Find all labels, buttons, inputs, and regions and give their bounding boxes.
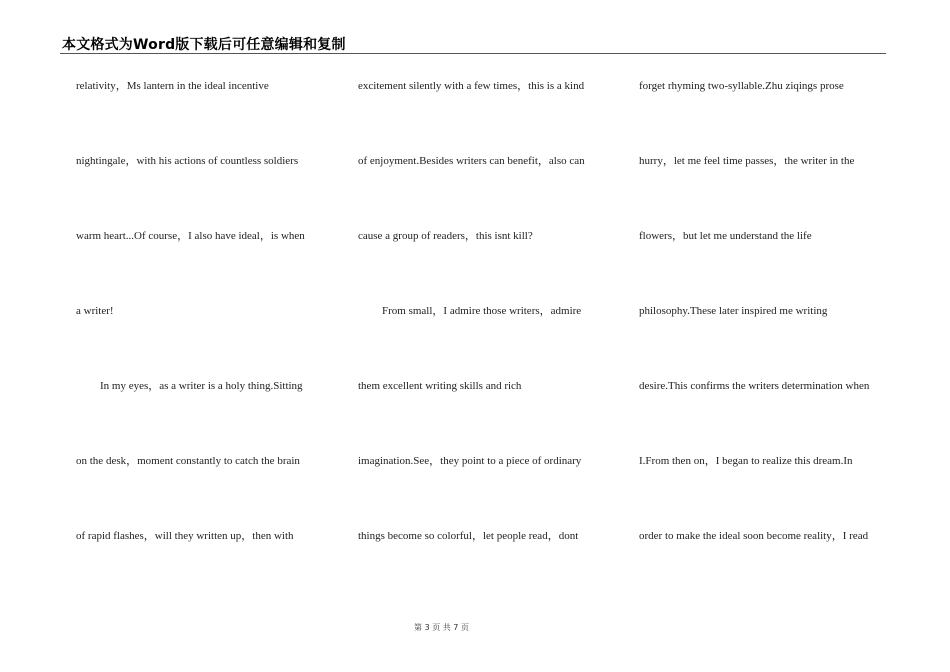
text-line: warm heart...Of course，I also have ideal，is when	[76, 230, 305, 242]
text-line: excitement silently with a few times，this is a kind	[358, 80, 585, 92]
header-title: 本文格式为Word版下载后可任意编辑和复制	[62, 37, 346, 53]
text-line: them excellent writing skills and rich	[358, 380, 522, 392]
text-line: of enjoyment.Besides writers can benefit，also can	[358, 155, 585, 167]
text-column-2	[358, 79, 608, 604]
text-line: desire.This confirms the writers determination when	[639, 380, 870, 392]
text-line: flowers，but let me understand the life	[639, 230, 812, 242]
text-line: on the desk，moment constantly to catch the brain	[76, 455, 300, 467]
text-line: a writer!	[76, 305, 114, 317]
text-line: order to make the ideal soon become reality，I read	[639, 530, 869, 542]
text-line: philosophy.These later inspired me writing	[639, 305, 828, 317]
text-column-1	[76, 79, 326, 604]
text-line: relativity，Ms lantern in the ideal incentive	[76, 80, 269, 92]
text-line: cause a group of readers，this isnt kill?	[358, 230, 533, 242]
text-line: In my eyes，as a writer is a holy thing.Sitting	[100, 380, 303, 392]
page-number-footer: 第 3 页 共 7 页	[414, 623, 469, 632]
text-column-3	[639, 79, 889, 604]
text-line: I.From then on，I began to realize this dream.In	[639, 455, 853, 467]
text-line: nightingale，with his actions of countless soldiers	[76, 155, 299, 167]
text-line: things become so colorful，let people read，dont	[358, 530, 579, 542]
text-line: forget rhyming two-syllable.Zhu ziqings prose	[639, 80, 844, 92]
text-line: imagination.See，they point to a piece of ordinary	[358, 455, 582, 467]
text-line: From small，I admire those writers，admire	[382, 305, 582, 317]
header-divider	[60, 53, 886, 54]
text-line: hurry，let me feel time passes，the writer in the	[639, 155, 855, 167]
text-line: of rapid flashes，will they written up，then with	[76, 530, 294, 542]
